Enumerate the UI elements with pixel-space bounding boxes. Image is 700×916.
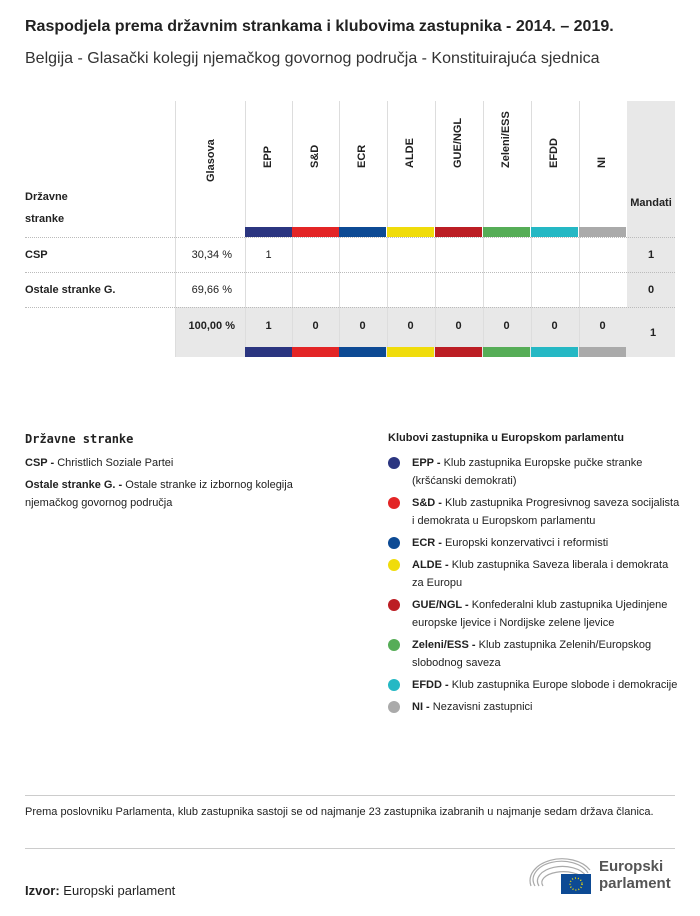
- group-legend-item: [388, 534, 680, 552]
- group-legend-text: [412, 636, 680, 672]
- group-legend-item: [388, 636, 680, 672]
- group-color-dot-icon: [388, 559, 400, 571]
- parties-legend: [25, 432, 345, 516]
- group-legend-item: [388, 556, 680, 592]
- group-color-bar: [387, 227, 434, 237]
- logo-line2: parlament: [599, 875, 671, 892]
- votes-value: 30,34 %: [191, 249, 232, 261]
- group-abbr: EPP -: [412, 457, 441, 469]
- group-desc: Klub zastupnika Saveza liberala i demokrata za Europu: [412, 559, 669, 589]
- groups-legend: [388, 432, 680, 720]
- total-seat-value: 0: [407, 320, 414, 332]
- mandates-value: 1: [647, 249, 655, 261]
- group-color-dot-icon: [388, 701, 400, 713]
- page-title: Raspodjela prema državnim strankama i klubovima zastupnika - 2014. – 2019.: [25, 18, 614, 35]
- group-color-bar: [339, 347, 386, 357]
- total-votes: 100,00 %: [188, 320, 235, 332]
- total-seat-value: 0: [551, 320, 558, 332]
- total-seat-value: 1: [265, 320, 272, 332]
- group-color-bar: [292, 347, 339, 357]
- group-abbr: GUE/NGL -: [412, 599, 469, 611]
- group-legend-text: [412, 494, 680, 530]
- total-seat-value: 0: [312, 320, 319, 332]
- groups-legend-title: Klubovi zastupnika u Europskom parlamentu: [388, 432, 624, 444]
- total-mandates: 1: [649, 327, 657, 339]
- group-header-epp: EPP: [262, 145, 274, 168]
- group-header-s&d: S&D: [309, 144, 321, 168]
- group-color-bar: [387, 347, 434, 357]
- mandates-column-bg: [627, 101, 675, 357]
- group-abbr: EFDD -: [412, 679, 449, 691]
- total-seat-value: 0: [455, 320, 462, 332]
- group-abbr: Zeleni/ESS -: [412, 639, 476, 651]
- group-desc: Nezavisni zastupnici: [432, 701, 533, 713]
- group-color-bar: [579, 347, 626, 357]
- group-desc: Konfederalni klub zastupnika Ujedinjene europske ljevice i Nordijske zelene ljevice: [412, 599, 668, 629]
- group-color-dot-icon: [388, 679, 400, 691]
- votes-value: 69,66 %: [191, 284, 232, 296]
- group-legend-text: [412, 676, 677, 694]
- parties-legend-title: Državne stranke: [25, 432, 134, 446]
- total-seat-value: 0: [599, 320, 606, 332]
- group-abbr: ECR -: [412, 537, 442, 549]
- group-desc: Europski konzervativci i reformisti: [445, 537, 609, 549]
- logo-line1: Europski: [599, 858, 664, 875]
- ep-logo: [528, 856, 678, 896]
- votes-header: Glasova: [205, 139, 217, 182]
- group-header-ni: NI: [596, 157, 608, 168]
- group-desc: Klub zastupnika Europe slobode i demokracije: [451, 679, 678, 691]
- group-legend-text: [412, 698, 532, 716]
- mandates-value: 0: [647, 284, 655, 296]
- group-abbr: NI -: [412, 701, 430, 713]
- group-abbr: S&D -: [412, 497, 442, 509]
- party-header: Državne stranke: [25, 191, 68, 225]
- group-header-alde: ALDE: [404, 138, 416, 168]
- group-color-dot-icon: [388, 599, 400, 611]
- group-color-bar: [483, 227, 530, 237]
- hemicycle-icon: [528, 856, 593, 894]
- seat-value: 1: [265, 249, 272, 261]
- source-value: Europski parlament: [63, 883, 176, 898]
- divider: [25, 795, 675, 796]
- group-color-bar: [483, 347, 530, 357]
- party-legend-item: [25, 454, 345, 472]
- party-abbr: CSP -: [25, 457, 55, 469]
- footnote: Prema poslovniku Parlamenta, klub zastupnika sastoji se od najmanje 23 zastupnika izabranih u najmanje sedam država članica.: [25, 806, 654, 818]
- group-legend-text: [412, 454, 680, 490]
- group-desc: Klub zastupnika Progresivnog saveza socijalista i demokrata u Europskom parlamentu: [412, 497, 680, 527]
- group-legend-text: [412, 534, 608, 552]
- page-subtitle: Belgija - Glasački kolegij njemačkog govornog područja - Konstituirajuća sjednica: [25, 50, 600, 67]
- group-desc: Klub zastupnika Zelenih/Europskog slobodnog saveza: [412, 639, 652, 669]
- group-legend-item: [388, 494, 680, 530]
- party-legend-item: [25, 476, 345, 512]
- party-name: Ostale stranke G.: [25, 284, 116, 296]
- group-color-bar: [339, 227, 386, 237]
- group-legend-item: [388, 676, 680, 694]
- group-legend-item: [388, 454, 680, 490]
- party-desc: Christlich Soziale Partei: [57, 457, 174, 469]
- group-color-bar: [579, 227, 626, 237]
- group-color-dot-icon: [388, 497, 400, 509]
- source: [25, 883, 175, 898]
- group-legend-item: [388, 596, 680, 632]
- row-divider: [25, 237, 675, 238]
- group-legend-text: [412, 556, 680, 592]
- group-color-bar: [435, 227, 482, 237]
- group-header-zeleni/ess: Zeleni/ESS: [500, 111, 512, 168]
- source-label: Izvor:: [25, 883, 60, 898]
- group-desc: Klub zastupnika Europske pučke stranke (kršćanski demokrati): [412, 457, 643, 487]
- column-divider: [175, 101, 176, 357]
- group-color-dot-icon: [388, 639, 400, 651]
- total-seat-value: 0: [359, 320, 366, 332]
- party-desc: Ostale stranke iz izbornog kolegija njemačkog govornog područja: [25, 479, 293, 509]
- group-color-bar: [435, 347, 482, 357]
- group-color-bar: [531, 227, 578, 237]
- party-name: CSP: [25, 249, 48, 261]
- group-abbr: ALDE -: [412, 559, 449, 571]
- group-color-dot-icon: [388, 457, 400, 469]
- group-legend-item: [388, 698, 680, 716]
- group-color-bar: [292, 227, 339, 237]
- group-color-bar: [245, 347, 292, 357]
- total-seat-value: 0: [503, 320, 510, 332]
- mandates-header: Mandati: [630, 197, 672, 209]
- seat-table: [0, 0, 700, 370]
- row-divider: [25, 307, 675, 308]
- group-header-ecr: ECR: [356, 144, 368, 168]
- group-color-bar: [245, 227, 292, 237]
- divider: [25, 848, 675, 849]
- group-color-dot-icon: [388, 537, 400, 549]
- group-header-efdd: EFDD: [548, 138, 560, 168]
- party-abbr: Ostale stranke G. -: [25, 479, 123, 491]
- group-legend-text: [412, 596, 680, 632]
- group-header-gue/ngl: GUE/NGL: [452, 117, 464, 168]
- row-divider: [25, 272, 675, 273]
- group-color-bar: [531, 347, 578, 357]
